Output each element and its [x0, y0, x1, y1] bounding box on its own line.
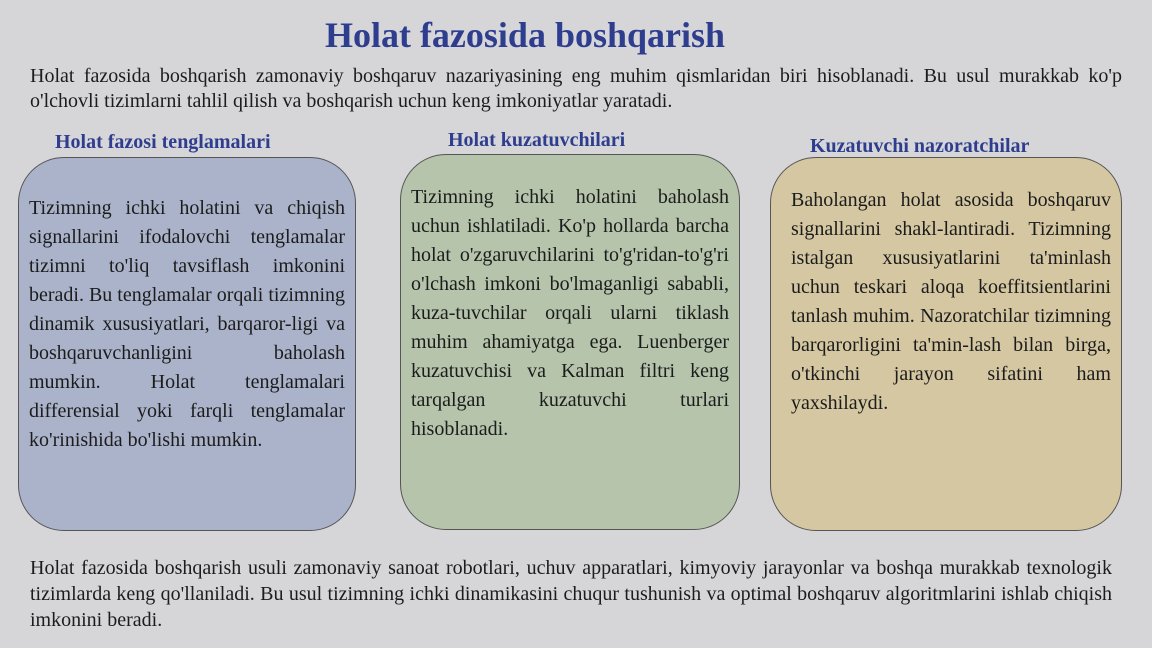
card-text: Tizimning ichki holatini baholash uchun ishlatiladi. Ko'p hollarda barcha holat o'zgaruvchilarini to'g'ridan-to'g'ri o'lchash imkoni bo'lmaganligi sababli, kuza-tuvchilar orqali ularni tiklash muhim ahamiyatga ega. Luenberger kuzatuvchisi va Kalman filtri keng tarqalgan kuzatuvchi turlari hisoblanadi.	[411, 186, 729, 440]
section-heading-state-equations: Holat fazosi tenglamalari	[55, 131, 271, 153]
card-state-equations	[18, 157, 356, 531]
card-observer-controllers	[770, 157, 1122, 531]
section-heading-state-observers: Holat kuzatuvchilari	[448, 129, 626, 151]
card-text: Tizimning ichki holatini va chiqish signallarini ifodalovchi tenglamalar tizimni to'liq tavsiflash imkonini beradi. Bu tenglamalar orqali tizimning dinamik xususiyatlari, barqaror-ligi va boshqaruvchanligini baholash mumkin. Holat tenglamalari differensial yoki farqli tenglamalar ko'rinishida bo'lishi mumkin.	[29, 197, 346, 451]
page-title: Holat fazosida boshqarish	[324, 15, 726, 55]
section-heading-observer-controllers: Kuzatuvchi nazoratchilar	[810, 135, 1030, 157]
card-text: Baholangan holat asosida boshqaruv signallarini shakl-lantiradi. Tizimning istalgan xususiyatlarini ta'minlash uchun teskari aloqa koeffitsientlarini tanlash muhim. Nazoratchilar tizimning barqarorligini ta'min-lash bilan birga, o'tkinchi jarayon sifatini ham yaxshilaydi.	[791, 189, 1111, 414]
intro-paragraph: Holat fazosida boshqarish zamonaviy boshqaruv nazariyasining eng muhim qismlaridan biri hisoblanadi. Bu usul murakkab ko'p o'lchovli tizimlarni tahlil qilish va boshqarish uchun keng imkoniyatlar yaratadi.	[30, 65, 1122, 112]
conclusion-paragraph: Holat fazosida boshqarish usuli zamonaviy sanoat robotlari, uchuv apparatlari, kimyoviy jarayonlar va boshqa murakkab texnologik tizimlarda keng qo'llaniladi. Bu usul tizimning ichki dinamikasini chuqur tushunish va optimal boshqaruv algoritmlarini ishlab chiqish imkonini beradi.	[30, 557, 1112, 631]
card-state-observers	[400, 154, 740, 530]
